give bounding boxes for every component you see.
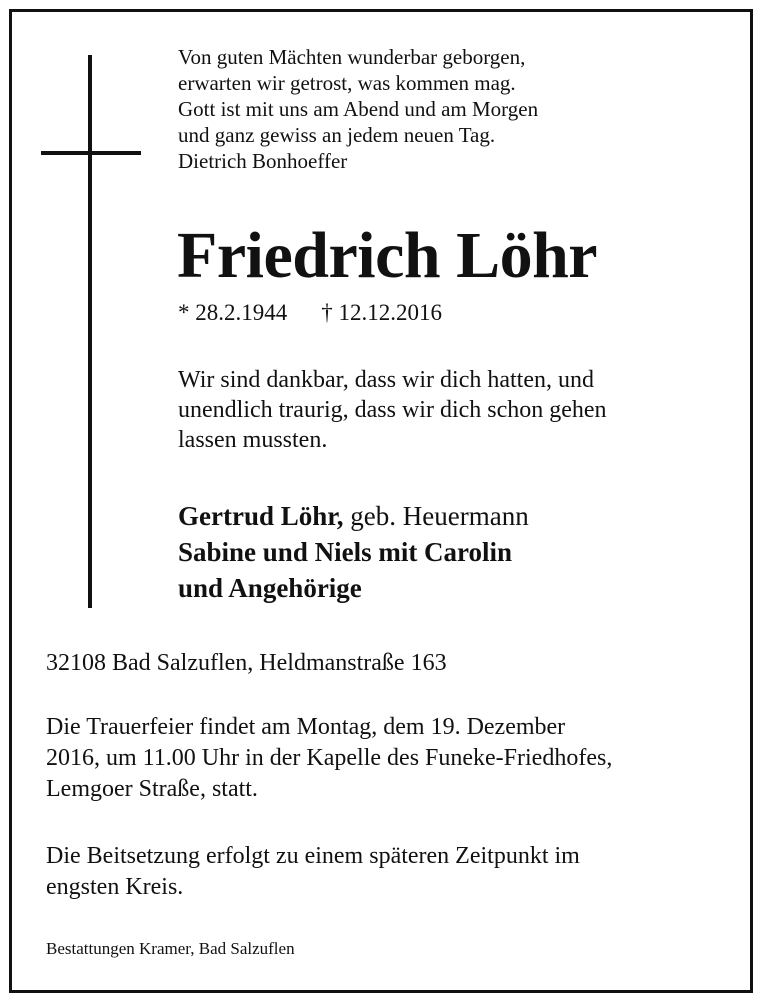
funeral-line: Lemgoer Straße, statt. (46, 776, 258, 802)
burial-info (46, 841, 580, 903)
poem-line: Gott ist mit uns am Abend und am Morgen (178, 97, 539, 121)
poem-author: Dietrich Bonhoeffer (178, 149, 348, 173)
family-address: 32108 Bad Salzuflen, Heldmanstraße 163 (46, 650, 447, 676)
gratitude-line: lassen mussten. (178, 427, 328, 453)
mourner-line (178, 570, 529, 606)
funeral-info (46, 712, 612, 805)
poem-line: und ganz gewiss an jedem neuen Tag. (178, 123, 496, 147)
gratitude-line: Wir sind dankbar, dass wir dich hatten, und (178, 367, 594, 393)
mourner-line (178, 534, 529, 570)
poem-quote (178, 44, 538, 174)
poem-line: Von guten Mächten wunderbar geborgen, (178, 45, 526, 69)
poem-line: erwarten wir getrost, was kommen mag. (178, 71, 516, 95)
cross-icon-vertical (88, 55, 92, 608)
mourner-relatives: und Angehörige (178, 573, 362, 603)
death-date: † 12.12.2016 (321, 300, 442, 325)
gratitude-text (178, 365, 607, 455)
birth-date: * 28.2.1944 (178, 300, 288, 325)
mourners-list (178, 498, 529, 606)
funeral-line: Die Trauerfeier findet am Montag, dem 19. Dezember (46, 714, 566, 740)
funeral-line: 2016, um 11.00 Uhr in der Kapelle des Funeke-Friedhofes, (46, 745, 613, 771)
gratitude-line: unendlich traurig, dass wir dich schon gehen (178, 397, 607, 423)
mourner-children: Sabine und Niels mit Carolin (178, 537, 513, 567)
life-dates (178, 298, 442, 328)
mourner-spouse-maiden: geb. Heuermann (343, 501, 529, 531)
undertaker-credit: Bestattungen Kramer, Bad Salzuflen (46, 939, 295, 958)
burial-line: engsten Kreis. (46, 874, 184, 900)
mourner-line (178, 498, 529, 534)
burial-line: Die Beitsetzung erfolgt zu einem späteren Zeitpunkt im (46, 843, 580, 869)
deceased-name: Friedrich Löhr (177, 219, 598, 292)
cross-icon-horizontal (41, 151, 141, 155)
mourner-spouse: Gertrud Löhr, (178, 501, 344, 531)
